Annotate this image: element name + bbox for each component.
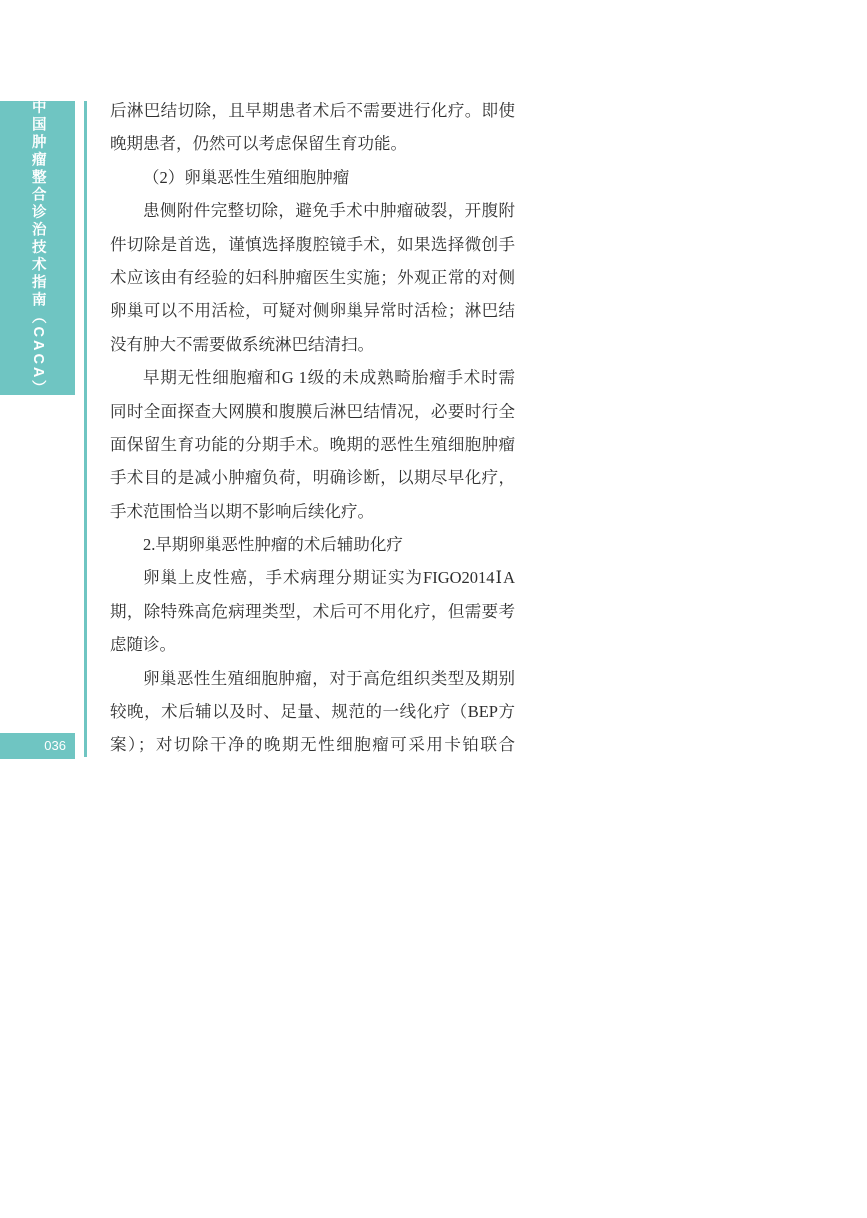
body-text-column	[110, 94, 515, 762]
text-line: （2）卵巢恶性生殖细胞肿瘤	[143, 167, 350, 187]
text-line: 卵巢恶性生殖细胞肿瘤，对于高危组织类型及期别	[143, 668, 515, 688]
text-line: 卵巢可以不用活检，可疑对侧卵巢异常时活检；淋巴结	[110, 301, 515, 321]
text-line: 面保留生育功能的分期手术。晚期的恶性生殖细胞肿瘤	[110, 434, 515, 454]
text-line: 晚期患者，仍然可以考虑保留生育功能。	[110, 134, 407, 154]
sidebar-title-bar	[0, 98, 75, 398]
text-line: 手术目的是减小肿瘤负荷，明确诊断，以期尽早化疗，	[110, 468, 515, 488]
text-line: 同时全面探查大网膜和腹膜后淋巴结情况，必要时行全	[110, 401, 515, 421]
text-line: 2.早期卵巢恶性肿瘤的术后辅助化疗	[143, 535, 403, 555]
sidebar-title-text: 中国肿瘤整合诊治技术指南（CACA）	[29, 98, 46, 398]
text-line: 卵巢上皮性癌，手术病理分期证实为FIGO2014ⅠA	[143, 568, 515, 588]
text-line: 件切除是首选，谨慎选择腹腔镜手术，如果选择微创手	[110, 234, 515, 254]
text-line: 期，除特殊高危病理类型，术后可不用化疗，但需要考	[110, 601, 515, 621]
text-line: 没有肿大不需要做系统淋巴结清扫。	[110, 334, 374, 354]
text-line: 较晚，术后辅以及时、足量、规范的一线化疗（BEP方	[110, 702, 515, 722]
text-line: 案）；对切除干净的晚期无性细胞瘤可采用卡铂联合	[110, 735, 515, 755]
text-line: 虑随诊。	[110, 635, 176, 655]
text-line: 后淋巴结切除，且早期患者术后不需要进行化疗。即使	[110, 101, 515, 120]
text-line: 患侧附件完整切除，避免手术中肿瘤破裂，开腹附	[143, 201, 515, 221]
page-number-badge: 036	[0, 733, 75, 759]
vertical-divider-rule	[84, 101, 87, 757]
text-line: 手术范围恰当以期不影响后续化疗。	[110, 501, 374, 521]
text-line: 术应该由有经验的妇科肿瘤医生实施；外观正常的对侧	[110, 267, 515, 287]
text-line: 早期无性细胞瘤和G 1级的未成熟畸胎瘤手术时需	[143, 368, 515, 388]
